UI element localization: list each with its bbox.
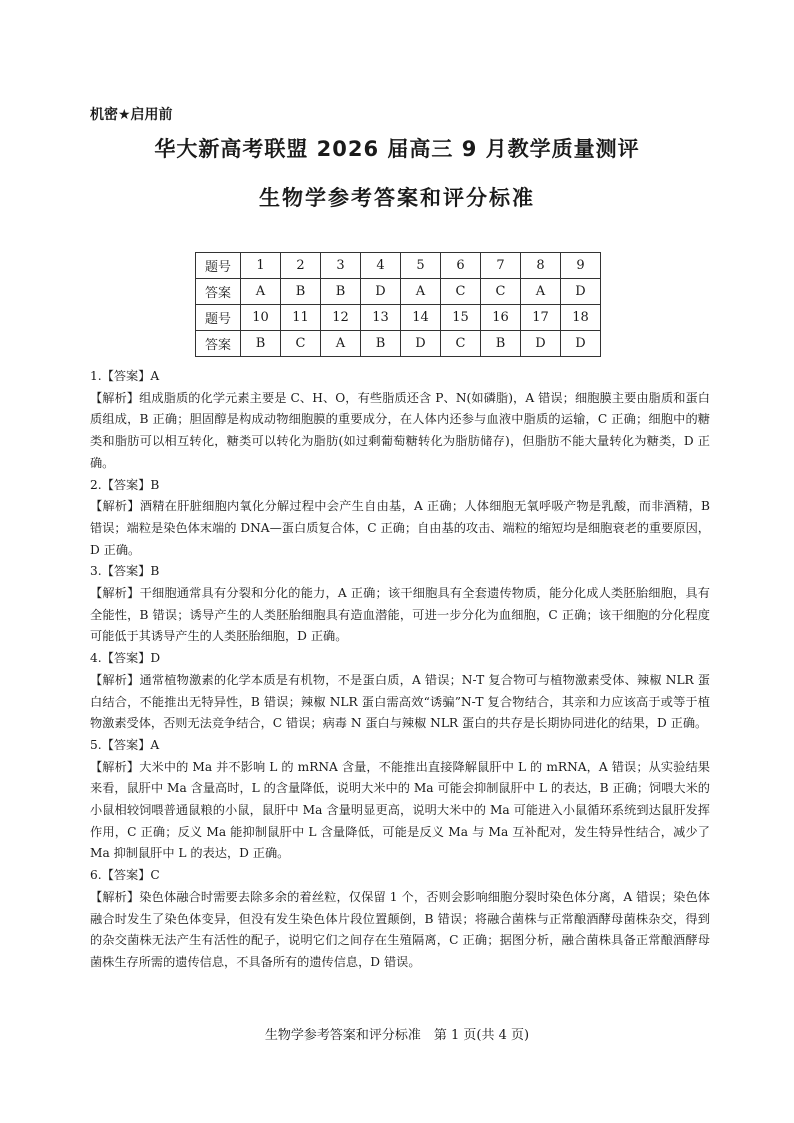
table-cell: 15 (441, 305, 481, 331)
table-row (196, 331, 601, 357)
table-cell: B (481, 331, 521, 357)
question-answer-line: 5.【答案】A (90, 737, 160, 752)
table-row-header: 题号 (196, 305, 241, 331)
table-cell: 5 (401, 253, 441, 279)
table-cell: C (441, 331, 481, 357)
table-cell: D (361, 279, 401, 305)
table-cell: B (281, 279, 321, 305)
document-subtitle: 生物学参考答案和评分标准 (259, 186, 535, 210)
table-cell: 6 (441, 253, 481, 279)
exam-title: 华大新高考联盟 2026 届高三 9 月教学质量测评 (154, 137, 640, 161)
table-cell: 8 (521, 253, 561, 279)
table-cell: 3 (321, 253, 361, 279)
answer-key-table (195, 252, 601, 357)
question-analysis: 【解析】通常植物激素的化学本质是有机物，不是蛋白质，A 错误；N-T 复合物可与植物激素受体、辣椒 NLR 蛋白结合，不能推出无特异性，B 错误；辣椒 NLR 蛋白需高效“诱骗”N-T 复合物结合，其亲和力应该高于或等于植物激素受体，否则无法竞争结合，C 错误；病毒 N 蛋白与辣椒 NLR 蛋白的共存是长期协同进化的结果，D 正确。 (90, 672, 710, 731)
question-answer-line: 3.【答案】B (90, 564, 160, 579)
question-answer-line: 1.【答案】A (90, 369, 160, 383)
table-cell: D (561, 331, 601, 357)
table-cell: B (241, 331, 281, 357)
table-cell: 1 (241, 253, 281, 279)
table-cell: 13 (361, 305, 401, 331)
question-answer-line: 2.【答案】B (90, 477, 160, 492)
table-cell: 11 (281, 305, 321, 331)
table-cell: A (321, 331, 361, 357)
table-cell: A (401, 279, 441, 305)
table-row-header: 答案 (196, 279, 241, 305)
table-row-header: 答案 (196, 331, 241, 357)
table-cell: A (241, 279, 281, 305)
table-cell: D (521, 331, 561, 357)
question-answer-line: 4.【答案】D (90, 651, 161, 666)
table-cell: 9 (561, 253, 601, 279)
table-cell: B (361, 331, 401, 357)
table-cell: C (481, 279, 521, 305)
table-cell: 17 (521, 305, 561, 331)
question-analysis: 【解析】染色体融合时需要去除多余的着丝粒，仅保留 1 个，否则会影响细胞分裂时染色体分离，A 错误；染色体融合时发生了染色体变异，但没有发生染色体片段位置颠倒，B 错误；将融合菌株与正常酿酒酵母菌株杂交，得到的杂交菌株无法产生有活性的配子，说明它们之间存在生殖隔离，C 正确；据图分析，融合菌株具备正常酿酒酵母菌株生存所需的遗传信息，不具备所有的遗传信息，D 错误。 (90, 889, 710, 969)
table-cell: 12 (321, 305, 361, 331)
question-analysis: 【解析】大米中的 Ma 并不影响 L 的 mRNA 含量，不能推出直接降解鼠肝中 L 的 mRNA，A 错误；从实验结果来看，鼠肝中 Ma 含量高时，L 的含量降低，说明大米中的 Ma 可能会抑制鼠肝中 L 的表达，B 正确；饲喂大米的小鼠相较饲喂普通鼠粮的小鼠，鼠肝中 Ma 含量明显更高，说明大米中的 Ma 可能进入小鼠循环系统到达鼠肝发挥作用，C 正确；反义 Ma 能抑制鼠肝中 L 含量降低，可能是反义 Ma 与 Ma 互补配对，发生特异性结合，减少了 Ma 抑制鼠肝中 L 的表达，D 正确。 (90, 759, 710, 861)
table-cell: C (281, 331, 321, 357)
table-row (196, 279, 601, 305)
table-row (196, 305, 601, 331)
table-cell: 4 (361, 253, 401, 279)
page-footer: 生物学参考答案和评分标准 第 1 页(共 4 页) (264, 1028, 530, 1043)
question-answer-line: 6.【答案】C (90, 868, 160, 883)
table-cell: 18 (561, 305, 601, 331)
table-cell: C (441, 279, 481, 305)
table-cell: 16 (481, 305, 521, 331)
confidential-label: 机密★启用前 (90, 107, 173, 123)
table-cell: B (321, 279, 361, 305)
table-cell: A (521, 279, 561, 305)
table-cell: 7 (481, 253, 521, 279)
table-row (196, 253, 601, 279)
table-cell: D (561, 279, 601, 305)
question-analysis: 【解析】组成脂质的化学元素主要是 C、H、O，有些脂质还含 P、N(如磷脂)，A 错误；细胞膜主要由脂质和蛋白质组成，B 正确；胆固醇是构成动物细胞膜的重要成分，在人体内还参与血液中脂质的运输，C 正确；细胞中的糖类和脂肪可以相互转化，糖类可以转化为脂肪(如过剩葡萄糖转化为脂肪储存)，但脂肪不能大量转化为糖类，D 正确。 (90, 390, 710, 470)
question-analysis: 【解析】酒精在肝脏细胞内氧化分解过程中会产生自由基，A 正确；人体细胞无氧呼吸产物是乳酸，而非酒精，B 错误；端粒是染色体末端的 DNA—蛋白质复合体，C 正确；自由基的攻击、端粒的缩短均是细胞衰老的重要原因，D 正确。 (90, 499, 710, 557)
question-analysis: 【解析】干细胞通常具有分裂和分化的能力，A 正确；该干细胞具有全套遗传物质，能分化成人类胚胎细胞，具有全能性，B 错误；诱导产生的人类胚胎细胞具有造血潜能，可进一步分化为血细胞，C 正确；该干细胞的分化程度可能低于其诱导产生的人类胚胎细胞，D 正确。 (90, 586, 710, 644)
table-cell: 14 (401, 305, 441, 331)
table-cell: 10 (241, 305, 281, 331)
table-cell: D (401, 331, 441, 357)
table-row-header: 题号 (196, 253, 241, 279)
answer-explanations (90, 366, 710, 974)
table-cell: 2 (281, 253, 321, 279)
